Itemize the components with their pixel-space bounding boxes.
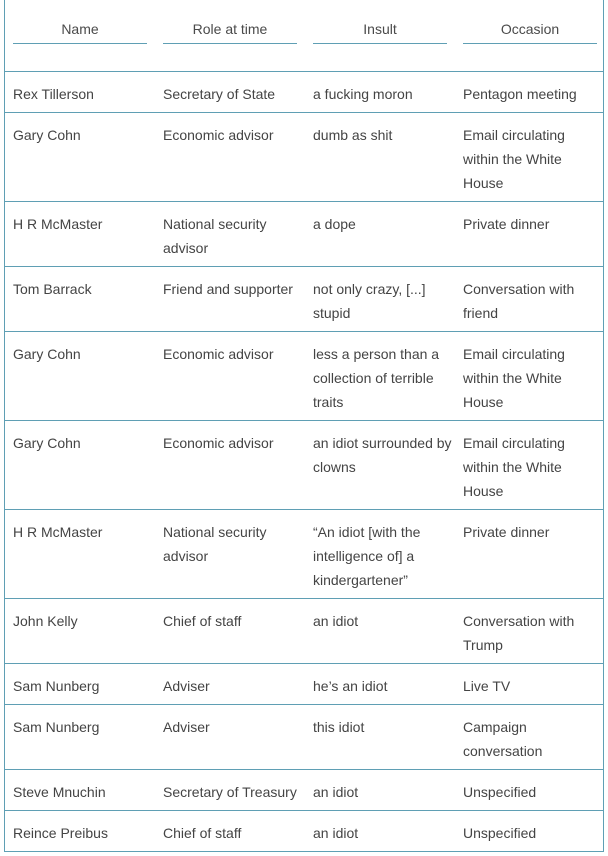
cell-name: Tom Barrack: [13, 281, 92, 297]
cell-name: Steve Mnuchin: [13, 784, 106, 800]
cell-role: Economic advisor: [163, 435, 274, 451]
cell-occasion: Conversation with Trump: [463, 613, 575, 653]
cell-insult: “An idiot [with the intelligence of] a kindergartener”: [313, 524, 421, 588]
insults-table: [4, 0, 604, 852]
cell-occasion: Campaign conversation: [463, 719, 543, 759]
cell-occasion: Email circulating within the White House: [463, 346, 565, 410]
cell-insult: an idiot: [313, 613, 359, 629]
table-row: [5, 266, 603, 331]
cell-insult: dumb as shit: [313, 127, 393, 143]
table-row: [5, 331, 603, 420]
column-header-role: Role at time: [163, 18, 297, 44]
cell-role: Adviser: [163, 678, 210, 694]
column-header-occasion: Occasion: [463, 18, 597, 44]
table-row: [5, 810, 603, 851]
cell-role: Secretary of Treasury: [163, 784, 297, 800]
cell-role: National security advisor: [163, 216, 267, 256]
cell-name: H R McMaster: [13, 524, 103, 540]
cell-occasion: Unspecified: [463, 784, 537, 800]
cell-occasion: Private dinner: [463, 524, 550, 540]
column-header-name: Name: [13, 18, 147, 44]
cell-name: Reince Preibus: [13, 825, 108, 841]
cell-insult: he’s an idiot: [313, 678, 388, 694]
cell-insult: an idiot: [313, 784, 359, 800]
cell-role: Economic advisor: [163, 127, 274, 143]
cell-insult: a dope: [313, 216, 356, 232]
cell-insult: an idiot surrounded by clowns: [313, 435, 452, 475]
cell-name: Gary Cohn: [13, 435, 81, 451]
cell-insult: not only crazy, [...] stupid: [313, 281, 426, 321]
table-row: [5, 704, 603, 769]
cell-occasion: Private dinner: [463, 216, 550, 232]
cell-occasion: Live TV: [463, 678, 511, 694]
cell-insult: this idiot: [313, 719, 365, 735]
cell-occasion: Unspecified: [463, 825, 537, 841]
cell-name: Sam Nunberg: [13, 678, 100, 694]
cell-name: Rex Tillerson: [13, 86, 94, 102]
table-row: [5, 769, 603, 810]
column-header-insult: Insult: [313, 18, 447, 44]
cell-occasion: Conversation with friend: [463, 281, 575, 321]
table-row: [5, 509, 603, 598]
table-row: [5, 598, 603, 663]
table-row: [5, 112, 603, 201]
cell-occasion: Email circulating within the White House: [463, 127, 565, 191]
table-row: [5, 420, 603, 509]
cell-name: Sam Nunberg: [13, 719, 100, 735]
cell-occasion: Email circulating within the White House: [463, 435, 565, 499]
cell-insult: an idiot: [313, 825, 359, 841]
cell-role: Friend and supporter: [163, 281, 293, 297]
cell-name: Gary Cohn: [13, 346, 81, 362]
cell-insult: a fucking moron: [313, 86, 413, 102]
cell-occasion: Pentagon meeting: [463, 86, 577, 102]
cell-role: Economic advisor: [163, 346, 274, 362]
cell-role: National security advisor: [163, 524, 267, 564]
cell-name: John Kelly: [13, 613, 78, 629]
table-row: [5, 663, 603, 704]
cell-name: H R McMaster: [13, 216, 103, 232]
table-header: [5, 0, 603, 71]
cell-role: Adviser: [163, 719, 210, 735]
cell-insult: less a person than a collection of terrible traits: [313, 346, 440, 410]
cell-name: Gary Cohn: [13, 127, 81, 143]
cell-role: Chief of staff: [163, 613, 242, 629]
table-row: [5, 71, 603, 112]
cell-role: Secretary of State: [163, 86, 276, 102]
cell-role: Chief of staff: [163, 825, 242, 841]
table-row: [5, 201, 603, 266]
